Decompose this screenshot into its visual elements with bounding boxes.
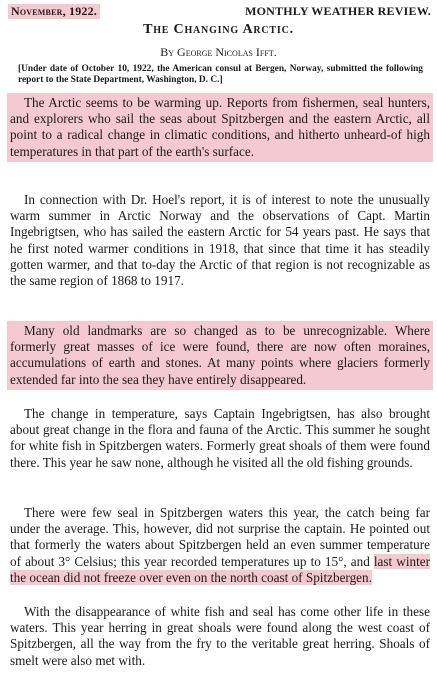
paragraph-3-highlighted [10, 321, 430, 390]
paragraph-1-highlighted [10, 93, 430, 162]
journal-name: MONTHLY WEATHER REVIEW. [245, 4, 431, 18]
article-author: By George Nicolas Ifft. [160, 45, 277, 59]
paragraph-6: With the disappearance of white fish and seal has come other life in these waters. This year herring in great shoals were found along the west coast of Spitzbergen, all the way from the fry to the veritable great herring. Shoals of smelt were also met with. [10, 604, 430, 668]
running-header [8, 4, 431, 22]
paragraph-5 [10, 505, 430, 586]
highlight-p5: last winter the ocean did not freeze over even on the north coast of Spitzbergen. [10, 553, 430, 585]
paragraph-4: The change in temperature, says Captain Ingebrigtsen, has also brought about great change in the flora and fauna of the Arctic. This summer he sought for white fish in Spitzbergen waters. Formerly great shoals of them were found there. This year he saw none, although he visited all the old fishing grounds. [10, 406, 430, 470]
issue-date: November, 1922. [8, 4, 100, 19]
article-title: The Changing Arctic. [143, 22, 294, 37]
paragraph-2: In connection with Dr. Hoel's report, it is of interest to note the unusually warm summer in Arctic Norway and the observations of Capt. Martin Ingebrigtsen, who has sailed the eastern Arctic for 54 years past. He says that he first noted warmer conditions in 1918, that since that time it has steadily gotten warmer, and that to-day the Arctic of that region is not recognizable as the same region of 1868 to 1917. [10, 192, 430, 289]
highlight-p3: Many old landmarks are so changed as to be unrecognizable. Where formerly great masses of ice were found, there are now often moraines, accumulations of earth and stones. At many points where glaciers formerly extended far into the sea they have entirely disappeared. [7, 321, 433, 390]
paragraph-5-text: There were few seal in Spitzbergen waters this year, the catch being far under the average. This, however, did not surprise the captain. He pointed out that formerly the waters about Spitzbergen held an even summer temperature of about 3° Celsius; this year recorded temperatures up to 15°, and [10, 505, 430, 569]
editorial-note: [Under date of October 10, 1922, the American consul at Bergen, Norway, submitted the following report to the State Department, Washington, D. C.] [18, 64, 423, 85]
highlight-p1: The Arctic seems to be warming up. Reports from fishermen, seal hunters, and explorers who sail the seas about Spitzbergen and the eastern Arctic, all point to a radical change in climatic conditions, and hitherto unheard-of high temperatures in that part of the earth's surface. [7, 93, 433, 162]
